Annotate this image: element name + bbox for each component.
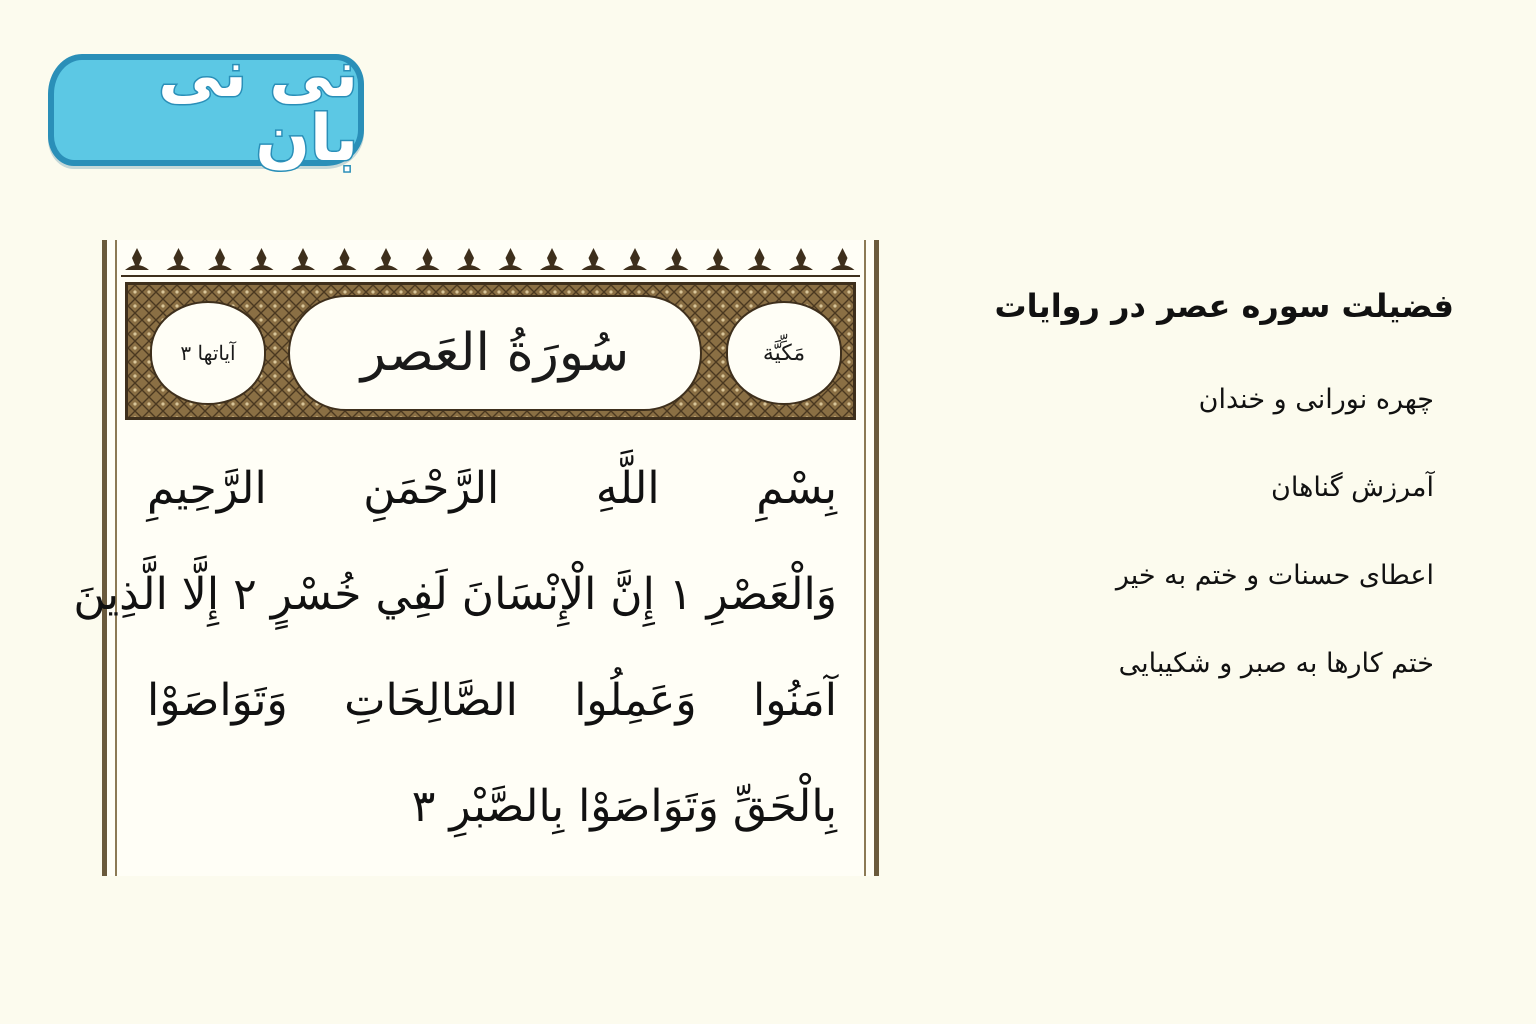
list-item: اعطای حسنات و ختم به خیر (1115, 560, 1434, 591)
ayat-count-label: آياتها ٣ (150, 301, 266, 405)
ornament-motif (167, 248, 191, 270)
ornament-motif (706, 248, 730, 270)
verse-line: آمَنُوا وَعَمِلُوا الصَّالِحَاتِ وَتَوَاصَوْا (147, 675, 837, 726)
section-title: فضیلت سوره عصر در روایات (994, 287, 1454, 325)
ornament-motif (125, 248, 149, 270)
logo-text: نی نی بان (158, 38, 358, 176)
surah-asr-image (73, 240, 879, 876)
virtues-section (984, 282, 1454, 708)
ornament-motif (291, 248, 315, 270)
ornament-motif (208, 248, 232, 270)
ornament-motif (623, 248, 647, 270)
ornament-motif (250, 248, 274, 270)
ornament-motif (748, 248, 772, 270)
verse-line: وَالْعَصْرِ ١ إِنَّ الْإِنْسَانَ لَفِي خُسْرٍ ٢ إِلَّا الَّذِينَ (73, 569, 837, 620)
ornament-motif (831, 248, 855, 270)
ornament-motif (789, 248, 813, 270)
list-item: آمرزش گناهان (1271, 472, 1434, 503)
site-logo[interactable] (48, 38, 364, 176)
ornament-motif (374, 248, 398, 270)
revelation-label: مَكِّيَّة (726, 301, 842, 405)
ornament-motif (499, 248, 523, 270)
surah-title: سُورَةُ العَصر (288, 295, 702, 411)
ornament-motif (665, 248, 689, 270)
top-ornament (107, 240, 874, 280)
verse-lines (73, 436, 837, 860)
ornament-motif (582, 248, 606, 270)
ornament-motif (540, 248, 564, 270)
surah-title-band (125, 282, 856, 420)
ornament-motif (457, 248, 481, 270)
ornament-motif (333, 248, 357, 270)
list-item: چهره نورانی و خندان (1198, 384, 1434, 415)
verse-line: بِسْمِ اللَّهِ الرَّحْمَنِ الرَّحِيمِ (147, 463, 837, 514)
verse-line: بِالْحَقِّ وَتَوَاصَوْا بِالصَّبْرِ ٣ (411, 781, 837, 832)
ornament-motif (416, 248, 440, 270)
virtues-list (984, 356, 1454, 708)
list-item: ختم کارها به صبر و شکیبایی (1118, 648, 1434, 679)
